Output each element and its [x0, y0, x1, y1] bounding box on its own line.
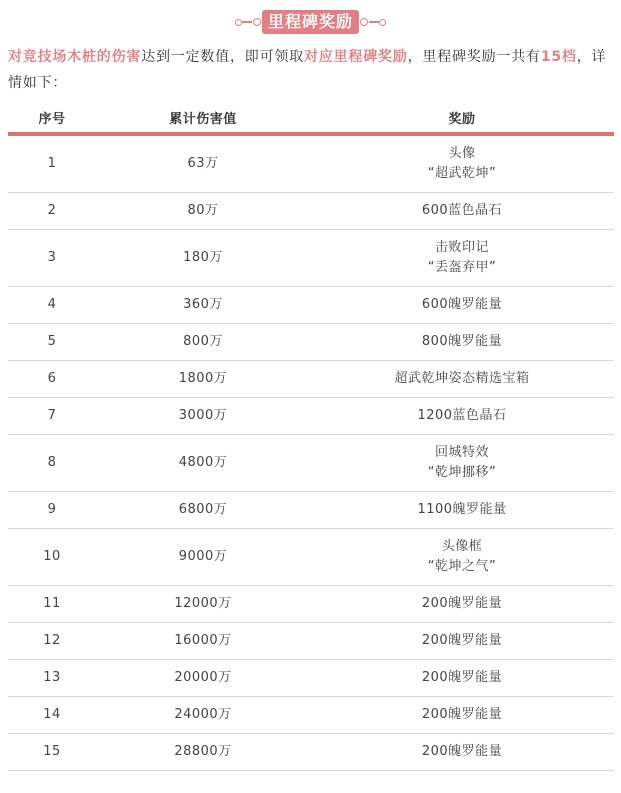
cell-reward — [310, 492, 614, 529]
table-header-row — [8, 102, 614, 134]
cell-damage: 20000万 — [96, 660, 310, 697]
reward-line: 击败印记 — [434, 240, 489, 255]
cell-no: 8 — [8, 435, 96, 492]
intro-text: 达到一定数值，即可领取 — [141, 49, 305, 65]
cell-damage: 180万 — [96, 230, 310, 287]
cell-damage: 4800万 — [96, 435, 310, 492]
cell-reward — [310, 660, 614, 697]
cell-reward — [310, 697, 614, 734]
cell-reward — [310, 398, 614, 435]
cell-damage: 63万 — [96, 134, 310, 193]
cell-damage: 3000万 — [96, 398, 310, 435]
table-row — [8, 435, 614, 492]
reward-line: 1100魄罗能量 — [417, 502, 507, 517]
table-row — [8, 623, 614, 660]
cell-no: 9 — [8, 492, 96, 529]
cell-no: 2 — [8, 193, 96, 230]
table-row — [8, 586, 614, 623]
cell-reward — [310, 134, 614, 193]
cell-damage: 16000万 — [96, 623, 310, 660]
table-row — [8, 193, 614, 230]
column-header-no: 序号 — [8, 102, 96, 134]
table-row — [8, 230, 614, 287]
reward-line: 1200蓝色晶石 — [417, 408, 507, 423]
column-header-reward: 奖励 — [310, 102, 614, 134]
cell-no: 3 — [8, 230, 96, 287]
cell-reward — [310, 324, 614, 361]
reward-line: “乾坤之气” — [427, 559, 497, 574]
intro-paragraph — [8, 44, 614, 96]
reward-line: 头像 — [448, 146, 476, 161]
cell-no: 7 — [8, 398, 96, 435]
cell-reward — [310, 734, 614, 771]
cell-no: 13 — [8, 660, 96, 697]
cell-no: 10 — [8, 529, 96, 586]
reward-line: 超武乾坤姿态精选宝箱 — [394, 371, 530, 386]
cell-no: 14 — [8, 697, 96, 734]
table-row — [8, 287, 614, 324]
reward-line: 头像框 — [441, 539, 483, 554]
table-row — [8, 529, 614, 586]
reward-line: 回城特效 — [434, 445, 489, 460]
cell-no: 5 — [8, 324, 96, 361]
intro-text: ，里程碑奖励一共有 — [407, 49, 541, 65]
table-row — [8, 734, 614, 771]
section-title — [0, 8, 621, 36]
cell-damage: 6800万 — [96, 492, 310, 529]
cell-damage: 1800万 — [96, 361, 310, 398]
reward-line: “丢盔弃甲” — [427, 260, 497, 275]
cell-reward — [310, 529, 614, 586]
cell-reward — [310, 287, 614, 324]
intro-text: ，详情如下： — [8, 49, 607, 91]
intro-highlight-reward: 对应里程碑奖励 — [304, 49, 408, 65]
reward-line: 600魄罗能量 — [421, 297, 503, 312]
table-row — [8, 398, 614, 435]
table-row — [8, 324, 614, 361]
cell-reward — [310, 623, 614, 660]
table-row — [8, 361, 614, 398]
cell-no: 15 — [8, 734, 96, 771]
cell-reward — [310, 435, 614, 492]
right-ornament-icon — [359, 18, 386, 26]
cell-damage: 9000万 — [96, 529, 310, 586]
reward-line: 200魄罗能量 — [421, 744, 503, 759]
cell-damage: 800万 — [96, 324, 310, 361]
cell-damage: 24000万 — [96, 697, 310, 734]
cell-damage: 360万 — [96, 287, 310, 324]
cell-damage: 28800万 — [96, 734, 310, 771]
cell-damage: 12000万 — [96, 586, 310, 623]
intro-highlight-count: 15档 — [540, 49, 577, 65]
milestone-table — [8, 102, 614, 771]
reward-line: 800魄罗能量 — [421, 334, 503, 349]
reward-line: 600蓝色晶石 — [421, 203, 503, 218]
reward-line: 200魄罗能量 — [421, 707, 503, 722]
cell-reward — [310, 193, 614, 230]
reward-line: 200魄罗能量 — [421, 596, 503, 611]
cell-reward — [310, 230, 614, 287]
table-row — [8, 134, 614, 193]
reward-line: 200魄罗能量 — [421, 670, 503, 685]
left-ornament-icon — [235, 18, 262, 26]
table-row — [8, 697, 614, 734]
table-row — [8, 492, 614, 529]
reward-line: “超武乾坤” — [427, 166, 497, 181]
cell-no: 11 — [8, 586, 96, 623]
table-row — [8, 660, 614, 697]
reward-line: 200魄罗能量 — [421, 633, 503, 648]
intro-highlight-target: 对竞技场木桩的伤害 — [8, 49, 142, 65]
cell-no: 4 — [8, 287, 96, 324]
cell-no: 1 — [8, 134, 96, 193]
cell-damage: 80万 — [96, 193, 310, 230]
cell-reward — [310, 361, 614, 398]
section-title-label: 里程碑奖励 — [262, 10, 359, 34]
cell-no: 12 — [8, 623, 96, 660]
cell-no: 6 — [8, 361, 96, 398]
reward-line: “乾坤挪移” — [427, 465, 497, 480]
cell-reward — [310, 586, 614, 623]
column-header-damage: 累计伤害值 — [96, 102, 310, 134]
